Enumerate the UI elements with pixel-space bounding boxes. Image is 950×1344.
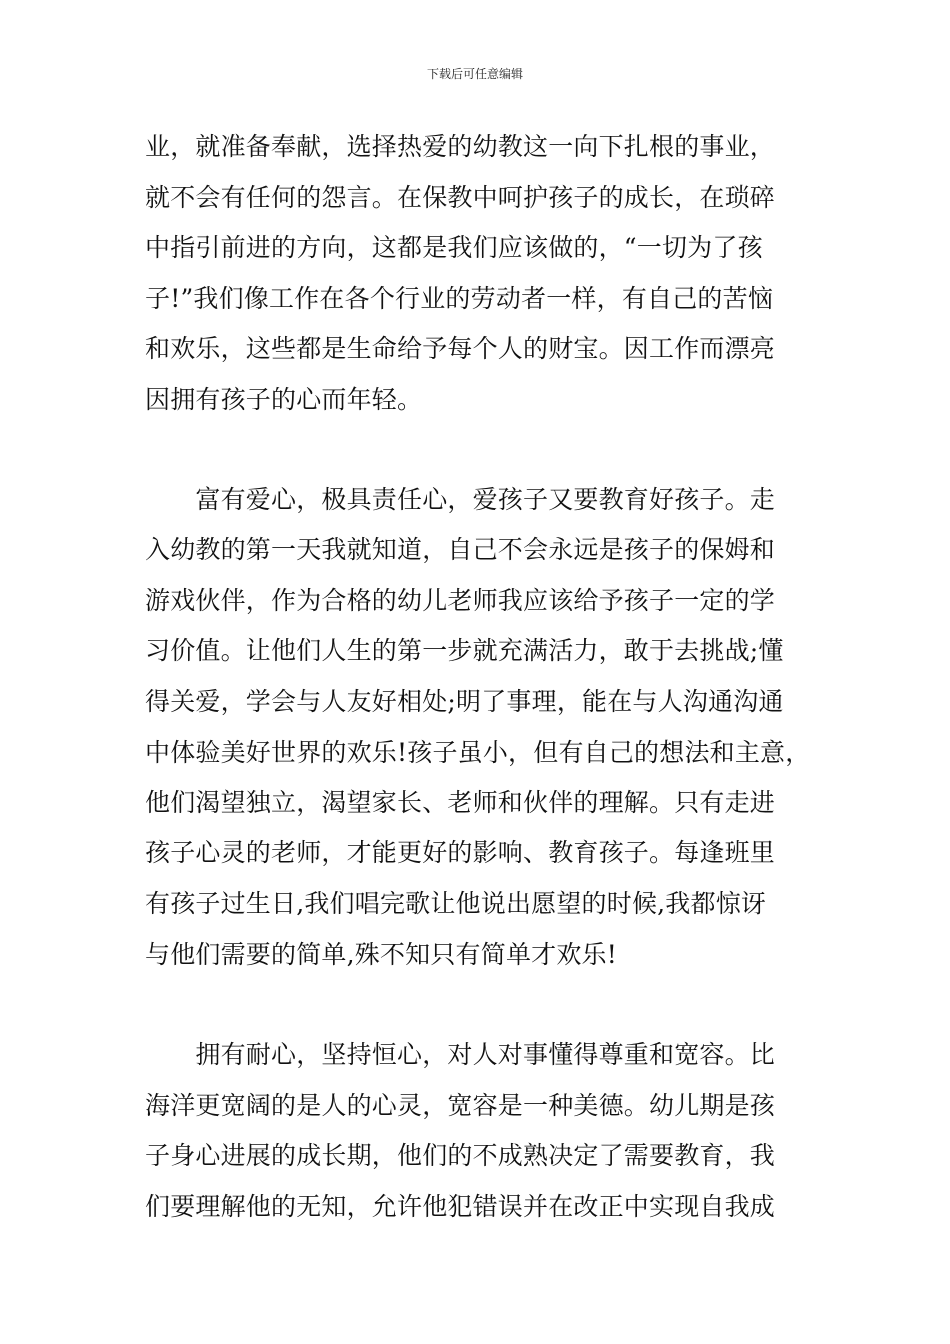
text-line: 中体验美好世界的欢乐!孩子虽小，但有自己的想法和主意， bbox=[145, 738, 811, 767]
text-line: 子!”我们像工作在各个行业的劳动者一样，有自己的苦恼 bbox=[145, 284, 774, 313]
text-line: 和欢乐，这些都是生命给予每个人的财宝。因工作而漂亮 bbox=[145, 334, 776, 363]
text-line: 游戏伙伴，作为合格的幼儿老师我应该给予孩子一定的学 bbox=[145, 586, 776, 615]
text-line: 中指引前进的方向，这都是我们应该做的，“一切为了孩 bbox=[145, 233, 763, 262]
text-line: 们要理解他的无知，允许他犯错误并在改正中实现自我成 bbox=[145, 1192, 776, 1221]
text-line: 富有爱心，极具责任心，爱孩子又要教育好孩子。走 bbox=[145, 485, 776, 514]
text-line: 孩子心灵的老师，才能更好的影响、教育孩子。每逢班里 bbox=[145, 838, 776, 867]
text-line: 海洋更宽阔的是人的心灵，宽容是一种美德。幼儿期是孩 bbox=[145, 1091, 776, 1120]
text-line: 子身心进展的成长期，他们的不成熟决定了需要教育，我 bbox=[145, 1141, 776, 1170]
text-line: 就不会有任何的怨言。在保教中呵护孩子的成长，在琐碎 bbox=[145, 183, 776, 212]
text-line: 拥有耐心，坚持恒心，对人对事懂得尊重和宽容。比 bbox=[145, 1040, 776, 1069]
text-line: 习价值。让他们人生的第一步就充满活力，敢于去挑战;懂 bbox=[145, 636, 784, 665]
text-line: 入幼教的第一天我就知道，自己不会永远是孩子的保姆和 bbox=[145, 535, 776, 564]
text-line: 业，就准备奉献，选择热爱的幼教这一向下扎根的事业， bbox=[145, 132, 776, 161]
text-line: 因拥有孩子的心而年轻。 bbox=[145, 385, 423, 414]
page-header-note: 下载后可任意编辑 bbox=[426, 67, 523, 81]
text-line: 他们渴望独立，渴望家长、老师和伙伴的理解。只有走进 bbox=[145, 788, 776, 817]
text-line: 与他们需要的简单,殊不知只有简单才欢乐! bbox=[145, 940, 617, 969]
text-line: 得关爱，学会与人友好相处;明了事理，能在与人沟通沟通 bbox=[145, 687, 784, 716]
text-line: 有孩子过生日,我们唱完歌让他说出愿望的时候,我都惊讶 bbox=[145, 889, 767, 918]
